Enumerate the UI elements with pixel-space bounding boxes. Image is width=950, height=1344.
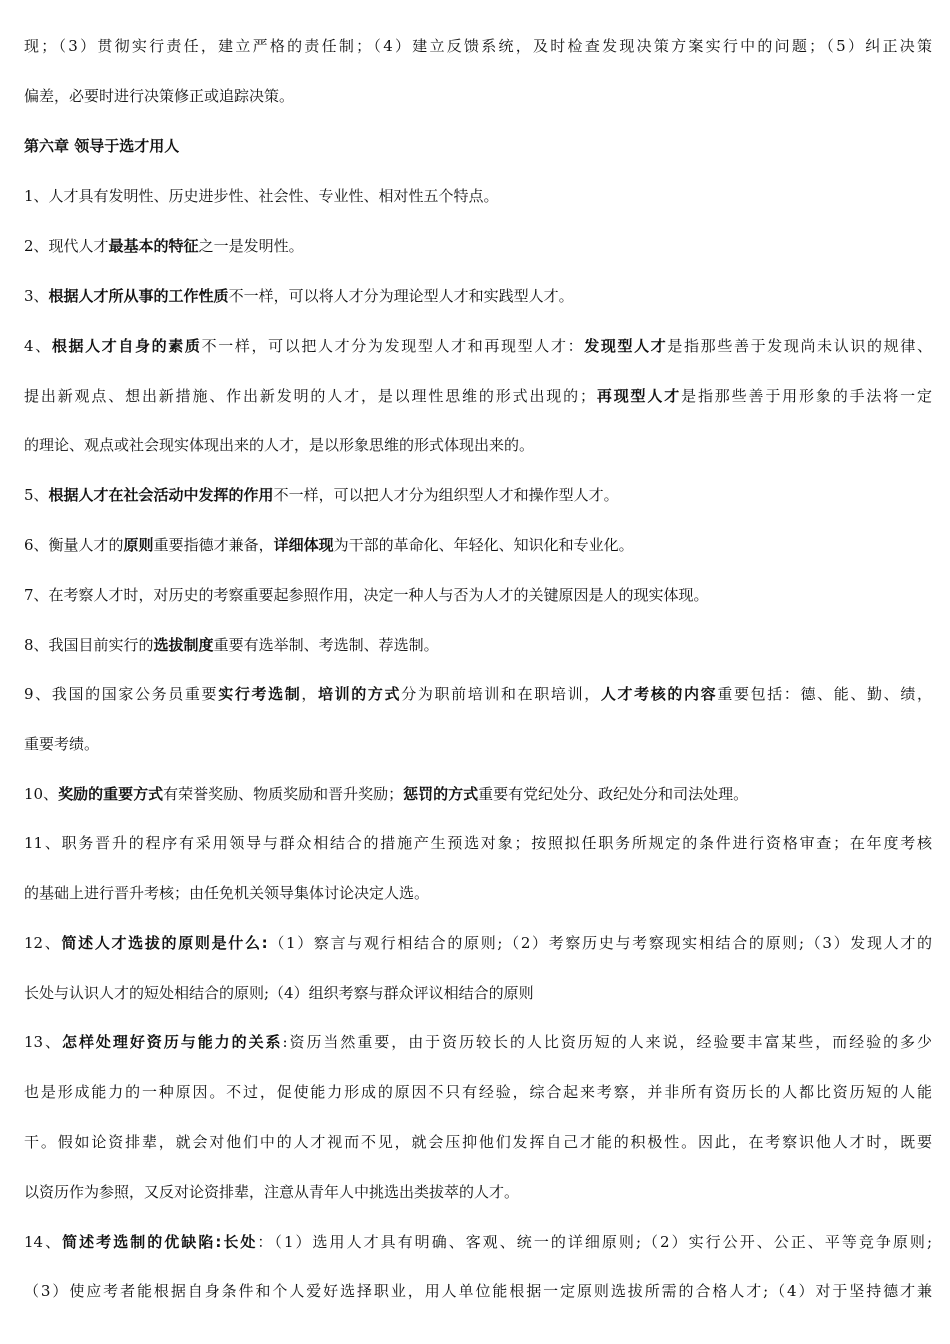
bold-text: 培训的方式 (318, 685, 402, 703)
text-run: 不一样，可以把人才分为发现型人才和再现型人才： (201, 337, 585, 355)
text-line (24, 532, 932, 558)
text-run: 偏差，必要时进行决策修正或追踪决策。 (24, 87, 295, 105)
bold-text: 惩罚的方式 (403, 785, 479, 803)
text-run: 5、 (24, 486, 49, 504)
text-run: 9、我国的国家公务员重要 (24, 685, 219, 703)
text-line (24, 632, 932, 658)
text-run: 8、我国目前实行的 (24, 636, 154, 654)
text-run: 重要考绩。 (24, 735, 100, 753)
text-line (24, 383, 932, 409)
text-run: 有荣誉奖励、物质奖励和晋升奖励； (163, 785, 404, 803)
bold-text: 最基本的特征 (108, 237, 199, 255)
text-line (24, 930, 932, 956)
text-run: 13、 (24, 1033, 63, 1051)
text-line (24, 432, 932, 458)
text-run: 不一样，可以将人才分为理论型人才和实践型人才。 (228, 287, 574, 305)
text-run: 12、 (24, 934, 62, 952)
bold-text: 根据人才自身的素质 (51, 337, 202, 355)
text-line (24, 830, 932, 856)
bold-text: 再现型人才 (595, 387, 682, 405)
bold-text: 人才考核的内容 (600, 685, 718, 703)
text-run: 重要指德才兼备， (153, 536, 274, 554)
bold-text: 详细体现 (273, 536, 334, 554)
text-run: 7、在考察人才时，对历史的考察重要起参照作用，决定一种人与否为人才的关键原因是人的现实体现。 (24, 586, 709, 604)
text-run: 重要包括：德、能、勤、绩， (717, 685, 932, 703)
text-run: 现；（3）贯彻实行责任，建立严格的责任制；（4）建立反馈系统，及时检查发现决策方案实行中的问题；（5）纠正决策 (24, 37, 932, 55)
bold-text: 选拔制度 (153, 636, 214, 654)
text-line (24, 980, 932, 1006)
text-line (24, 582, 932, 608)
text-line (24, 283, 932, 309)
bold-text: 怎样处理好资历与能力的关系 (62, 1033, 283, 1051)
text-run: 重要有选举制、考选制、荐选制。 (213, 636, 439, 654)
text-run: 提出新观点、想出新措施、作出新发明的人才，是以理性思维的形式出现的； (24, 387, 595, 405)
text-run: 4、 (24, 337, 52, 355)
text-run: 是指那些善于发现尚未认识的规律、 (667, 337, 932, 355)
bold-text: 实行考选制 (218, 685, 302, 703)
bold-text: 根据人才所从事的工作性质 (48, 287, 229, 305)
text-line (24, 1179, 932, 1205)
text-line (24, 333, 932, 359)
text-line (24, 233, 932, 259)
text-run: ， (301, 685, 319, 703)
text-run: 为干部的革命化、年轻化、知识化和专业化。 (333, 536, 634, 554)
bold-text: 根据人才在社会活动中发挥的作用 (48, 486, 274, 504)
text-line (24, 83, 932, 109)
text-run: 也是形成能力的一种原因。不过，促使能力形成的原因不只有经验，综合起来考察，并非所有资历长的人都比资历短的人能 (24, 1083, 932, 1101)
text-line (24, 482, 932, 508)
text-run: 10、 (24, 785, 59, 803)
text-run: 1、人才具有发明性、历史进步性、社会性、专业性、相对性五个特点。 (24, 187, 499, 205)
text-run: 不一样，可以把人才分为组织型人才和操作型人才。 (273, 486, 619, 504)
text-run: 的基础上进行晋升考核；由任免机关领导集体讨论决定人选。 (24, 884, 430, 902)
text-line (24, 1229, 932, 1255)
text-line (24, 133, 932, 159)
text-line (24, 681, 932, 707)
text-line (24, 1129, 932, 1155)
text-line (24, 1029, 932, 1055)
text-line (24, 781, 932, 807)
text-run: :资历当然重要，由于资历较长的人比资历短的人来说，经验要丰富某些，而经验的多少 (282, 1033, 932, 1051)
bold-text: 简述人才选拔的原则是什么: (61, 934, 268, 952)
text-line (24, 183, 932, 209)
text-run: 干。假如论资排辈，就会对他们中的人才视而不见，就会压抑他们发挥自己才能的积极性。因此，在考察识他人才时，既要 (24, 1133, 932, 1151)
text-run: 14、 (24, 1233, 63, 1251)
bold-text: 第六章 领导于选才用人 (24, 137, 180, 155)
text-line (24, 1079, 932, 1105)
text-run: 之一是发明性。 (198, 237, 304, 255)
text-run: 重要有党纪处分、政纪处分和司法处理。 (478, 785, 749, 803)
text-run: 6、衡量人才的 (24, 536, 124, 554)
text-line (24, 731, 932, 757)
text-line (24, 33, 932, 59)
text-run: 以资历作为参照，又反对论资排辈，注意从青年人中挑选出类拔萃的人才。 (24, 1183, 520, 1201)
text-run: 是指那些善于用形象的手法将一定 (681, 387, 932, 405)
text-run: 11、职务晋升的程序有采用领导与群众相结合的措施产生预选对象；按照拟任职务所规定的条件进行资格审查；在年度考核 (24, 834, 932, 852)
text-run: 分为职前培训和在职培训， (401, 685, 601, 703)
bold-text: 发现型人才 (584, 337, 668, 355)
text-run: 的理论、观点或社会现实体现出来的人才，是以形象思维的形式体现出来的。 (24, 436, 535, 454)
bold-text: 简述考选制的优缺陷:长处 (62, 1233, 258, 1251)
text-run: 2、现代人才 (24, 237, 109, 255)
text-run: （1）察言与观行相结合的原则;（2）考察历史与考察现实相结合的原则;（3）发现人才的 (267, 934, 932, 952)
text-run: 3、 (24, 287, 49, 305)
text-line (24, 1278, 932, 1304)
text-run: ：（1）选用人才具有明确、客观、统一的详细原则;（2）实行公开、公正、平等竞争原则; (257, 1233, 932, 1251)
text-run: 长处与认识人才的短处相结合的原则;（4）组织考察与群众评议相结合的原则 (24, 984, 534, 1002)
text-run: （3）使应考者能根据自身条件和个人爱好选择职业，用人单位能根据一定原则选拔所需的合格人才;（4）对于坚持德才兼 (24, 1282, 932, 1300)
text-line (24, 880, 932, 906)
bold-text: 原则 (123, 536, 154, 554)
bold-text: 奖励的重要方式 (58, 785, 164, 803)
